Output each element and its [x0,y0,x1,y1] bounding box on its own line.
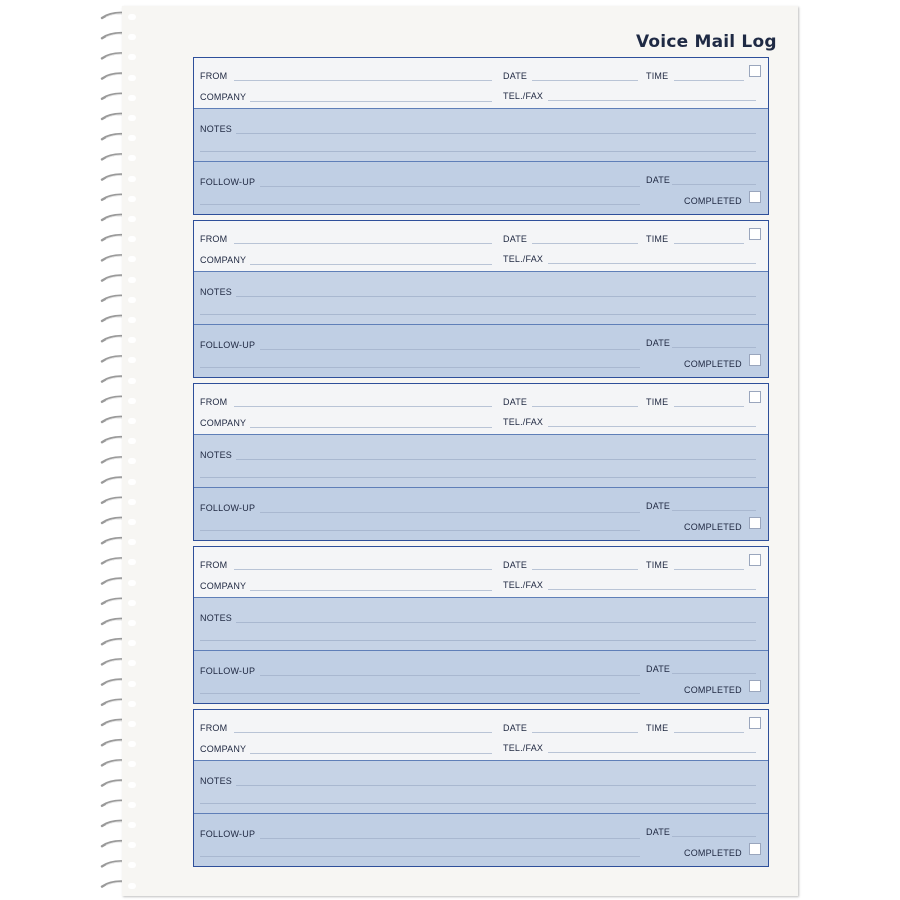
time-label: TIME [646,397,669,407]
notes-line[interactable] [200,640,756,641]
from-field[interactable] [234,569,492,570]
company-label: COMPANY [200,418,247,428]
binding-hole [128,337,136,343]
binding-hole [128,438,136,444]
completed-checkbox[interactable] [749,191,761,203]
date-field[interactable] [532,569,638,570]
time-field[interactable] [674,406,744,407]
from-label: FROM [200,560,228,570]
time-checkbox[interactable] [749,65,761,77]
notes-section [194,760,768,813]
from-field[interactable] [234,80,492,81]
binding-hole [128,378,136,384]
follow-up-date-field[interactable] [672,673,756,674]
binding-hole [128,681,136,687]
from-label: FROM [200,397,228,407]
tel-fax-field[interactable] [548,589,756,590]
from-field[interactable] [234,732,492,733]
notes-line[interactable] [236,296,756,297]
entry-header-row [194,710,768,760]
time-label: TIME [646,723,669,733]
company-field[interactable] [250,101,492,102]
binding-hole [128,741,136,747]
follow-up-line[interactable] [260,186,640,187]
log-entry [193,383,769,541]
notes-line[interactable] [236,785,756,786]
notes-line[interactable] [200,477,756,478]
notes-label: NOTES [200,124,233,134]
binding-hole [128,236,136,242]
notes-line[interactable] [236,622,756,623]
follow-up-line[interactable] [260,675,640,676]
tel-fax-label: TEL./FAX [503,417,544,427]
notes-section [194,434,768,487]
date-label: DATE [503,560,528,570]
binding-hole [128,418,136,424]
follow-up-date-label: DATE [646,338,671,348]
binding-hole [128,458,136,464]
follow-up-section [194,487,768,540]
date-field[interactable] [532,80,638,81]
time-checkbox[interactable] [749,717,761,729]
binding-hole [128,559,136,565]
binding-hole [128,297,136,303]
binding-hole [128,54,136,60]
notes-label: NOTES [200,613,233,623]
page-title: Voice Mail Log [636,32,777,52]
notes-line[interactable] [236,459,756,460]
binding-hole [128,216,136,222]
follow-up-label: FOLLOW-UP [200,340,256,350]
binding-hole [128,721,136,727]
binding-hole [128,620,136,626]
company-field[interactable] [250,427,492,428]
company-label: COMPANY [200,255,247,265]
binding-hole [128,782,136,788]
log-entry [193,220,769,378]
notes-label: NOTES [200,776,233,786]
binding-holes [122,6,142,896]
entry-header-row [194,547,768,597]
notes-line[interactable] [200,314,756,315]
time-label: TIME [646,234,669,244]
notes-line[interactable] [236,133,756,134]
notes-section [194,271,768,324]
completed-label: COMPLETED [684,685,742,695]
time-field[interactable] [674,569,744,570]
notes-label: NOTES [200,287,233,297]
company-label: COMPANY [200,92,247,102]
notes-line[interactable] [200,803,756,804]
follow-up-label: FOLLOW-UP [200,666,256,676]
company-field[interactable] [250,590,492,591]
binding-hole [128,479,136,485]
binding-hole [128,196,136,202]
follow-up-date-label: DATE [646,501,671,511]
follow-up-line[interactable] [200,856,640,857]
follow-up-section [194,650,768,703]
tel-fax-field[interactable] [548,426,756,427]
completed-checkbox[interactable] [749,517,761,529]
completed-checkbox[interactable] [749,843,761,855]
date-field[interactable] [532,406,638,407]
notes-section [194,597,768,650]
from-field[interactable] [234,243,492,244]
tel-fax-field[interactable] [548,100,756,101]
date-field[interactable] [532,243,638,244]
time-checkbox[interactable] [749,554,761,566]
binding-hole [128,862,136,868]
tel-fax-label: TEL./FAX [503,580,544,590]
log-entry [193,709,769,867]
from-label: FROM [200,71,228,81]
binding-hole [128,499,136,505]
entry-header-row [194,58,768,108]
binding-hole [128,883,136,889]
time-label: TIME [646,560,669,570]
binding-hole [128,802,136,808]
binding-hole [128,277,136,283]
follow-up-line[interactable] [200,204,640,205]
entry-header-row [194,384,768,434]
date-label: DATE [503,723,528,733]
binding-hole [128,75,136,81]
tel-fax-field[interactable] [548,263,756,264]
follow-up-date-field[interactable] [672,184,756,185]
binding-hole [128,95,136,101]
company-field[interactable] [250,753,492,754]
binding-hole [128,176,136,182]
from-field[interactable] [234,406,492,407]
from-label: FROM [200,234,228,244]
log-entry [193,57,769,215]
binding-hole [128,34,136,40]
follow-up-date-field[interactable] [672,510,756,511]
time-label: TIME [646,71,669,81]
binding-hole [128,155,136,161]
follow-up-line[interactable] [200,693,640,694]
follow-up-line[interactable] [260,512,640,513]
follow-up-label: FOLLOW-UP [200,177,256,187]
binding-hole [128,519,136,525]
time-field[interactable] [674,243,744,244]
completed-label: COMPLETED [684,196,742,206]
completed-label: COMPLETED [684,522,742,532]
follow-up-line[interactable] [260,349,640,350]
binding-hole [128,135,136,141]
entry-header-row [194,221,768,271]
tel-fax-label: TEL./FAX [503,91,544,101]
binding-hole [128,761,136,767]
binding-hole [128,317,136,323]
notes-line[interactable] [200,151,756,152]
company-field[interactable] [250,264,492,265]
binding-hole [128,398,136,404]
follow-up-date-label: DATE [646,827,671,837]
time-field[interactable] [674,80,744,81]
binding-hole [128,842,136,848]
binding-hole [128,600,136,606]
follow-up-section [194,324,768,377]
from-label: FROM [200,723,228,733]
follow-up-date-field[interactable] [672,347,756,348]
binding-hole [128,14,136,20]
completed-label: COMPLETED [684,848,742,858]
follow-up-date-label: DATE [646,664,671,674]
binding-hole [128,580,136,586]
completed-checkbox[interactable] [749,354,761,366]
company-label: COMPANY [200,581,247,591]
time-checkbox[interactable] [749,228,761,240]
tel-fax-label: TEL./FAX [503,743,544,753]
binding-hole [128,539,136,545]
follow-up-label: FOLLOW-UP [200,829,256,839]
follow-up-line[interactable] [200,530,640,531]
notes-section [194,108,768,161]
completed-checkbox[interactable] [749,680,761,692]
log-entry [193,546,769,704]
date-label: DATE [503,397,528,407]
binding-hole [128,660,136,666]
follow-up-line[interactable] [260,838,640,839]
time-checkbox[interactable] [749,391,761,403]
binding-hole [128,701,136,707]
binding-hole [128,256,136,262]
date-field[interactable] [532,732,638,733]
follow-up-label: FOLLOW-UP [200,503,256,513]
follow-up-date-label: DATE [646,175,671,185]
time-field[interactable] [674,732,744,733]
company-label: COMPANY [200,744,247,754]
completed-label: COMPLETED [684,359,742,369]
tel-fax-field[interactable] [548,752,756,753]
follow-up-date-field[interactable] [672,836,756,837]
binding-hole [128,357,136,363]
binding-hole [128,640,136,646]
notes-label: NOTES [200,450,233,460]
binding-hole [128,115,136,121]
date-label: DATE [503,71,528,81]
follow-up-section [194,161,768,214]
follow-up-section [194,813,768,866]
binding-hole [128,822,136,828]
date-label: DATE [503,234,528,244]
tel-fax-label: TEL./FAX [503,254,544,264]
follow-up-line[interactable] [200,367,640,368]
